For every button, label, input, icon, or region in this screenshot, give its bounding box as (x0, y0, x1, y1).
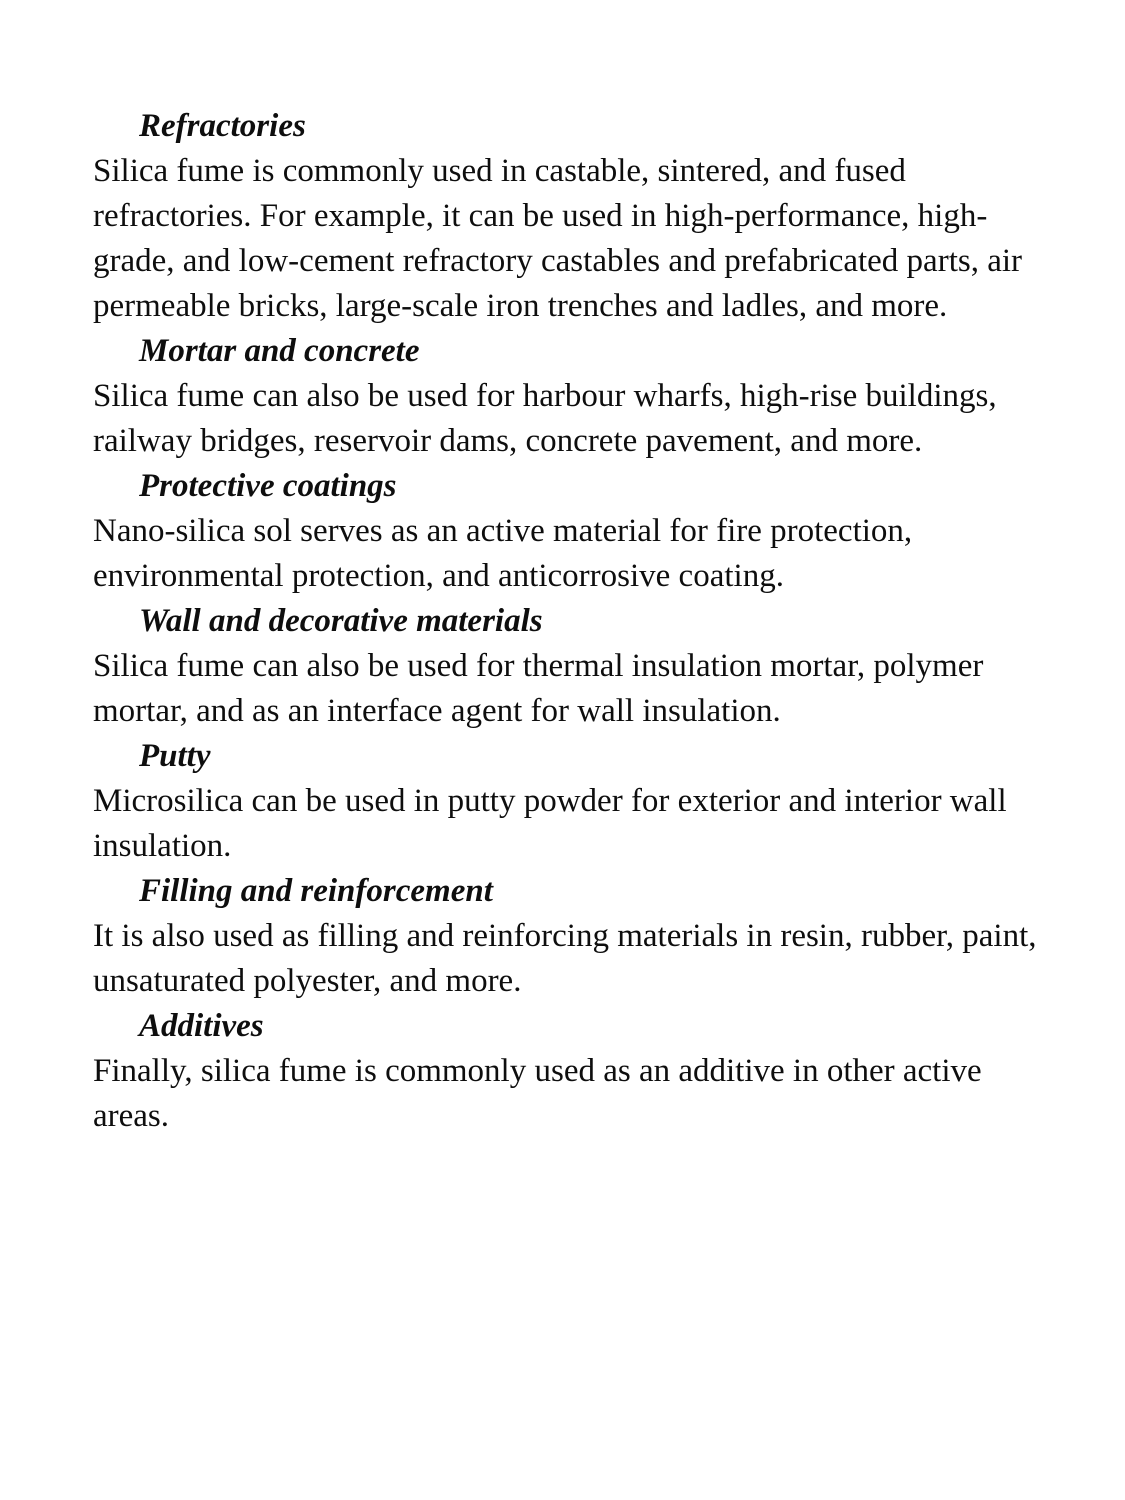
section-heading: Wall and decorative materials (139, 603, 543, 639)
section-body: Finally, silica fume is commonly used as an additive in other active areas. (93, 1053, 982, 1134)
section-protective-coatings (93, 464, 1038, 599)
section-body: Silica fume can also be used for harbour wharfs, high-rise buildings, railway bridges, reservoir dams, concrete pavement, and more. (93, 378, 997, 459)
section-body: Silica fume is commonly used in castable, sintered, and fused refractories. For example, it can be used in high-performance, high-grade, and low-cement refractory castables and prefabricated parts, air permeable bricks, large-scale iron trenches and ladles, and more. (93, 153, 1023, 324)
document-text-block (93, 104, 1038, 1139)
section-body: Silica fume can also be used for thermal insulation mortar, polymer mortar, and as an interface agent for wall insulation. (93, 648, 984, 729)
section-mortar-and-concrete (93, 329, 1038, 464)
section-heading: Putty (139, 738, 211, 774)
section-body: Microsilica can be used in putty powder for exterior and interior wall insulation. (93, 783, 1007, 864)
section-heading: Refractories (139, 108, 306, 144)
section-body: Nano-silica sol serves as an active material for fire protection, environmental protection, and anticorrosive coating. (93, 513, 913, 594)
section-body: It is also used as filling and reinforcing materials in resin, rubber, paint, unsaturated polyester, and more. (93, 918, 1037, 999)
section-heading: Additives (139, 1008, 264, 1044)
section-heading: Protective coatings (139, 468, 397, 504)
section-heading: Filling and reinforcement (139, 873, 493, 909)
section-filling-and-reinforcement (93, 869, 1038, 1004)
section-additives (93, 1004, 1038, 1139)
section-putty (93, 734, 1038, 869)
section-heading: Mortar and concrete (139, 333, 420, 369)
section-wall-and-decorative-materials (93, 599, 1038, 734)
section-refractories (93, 104, 1038, 329)
